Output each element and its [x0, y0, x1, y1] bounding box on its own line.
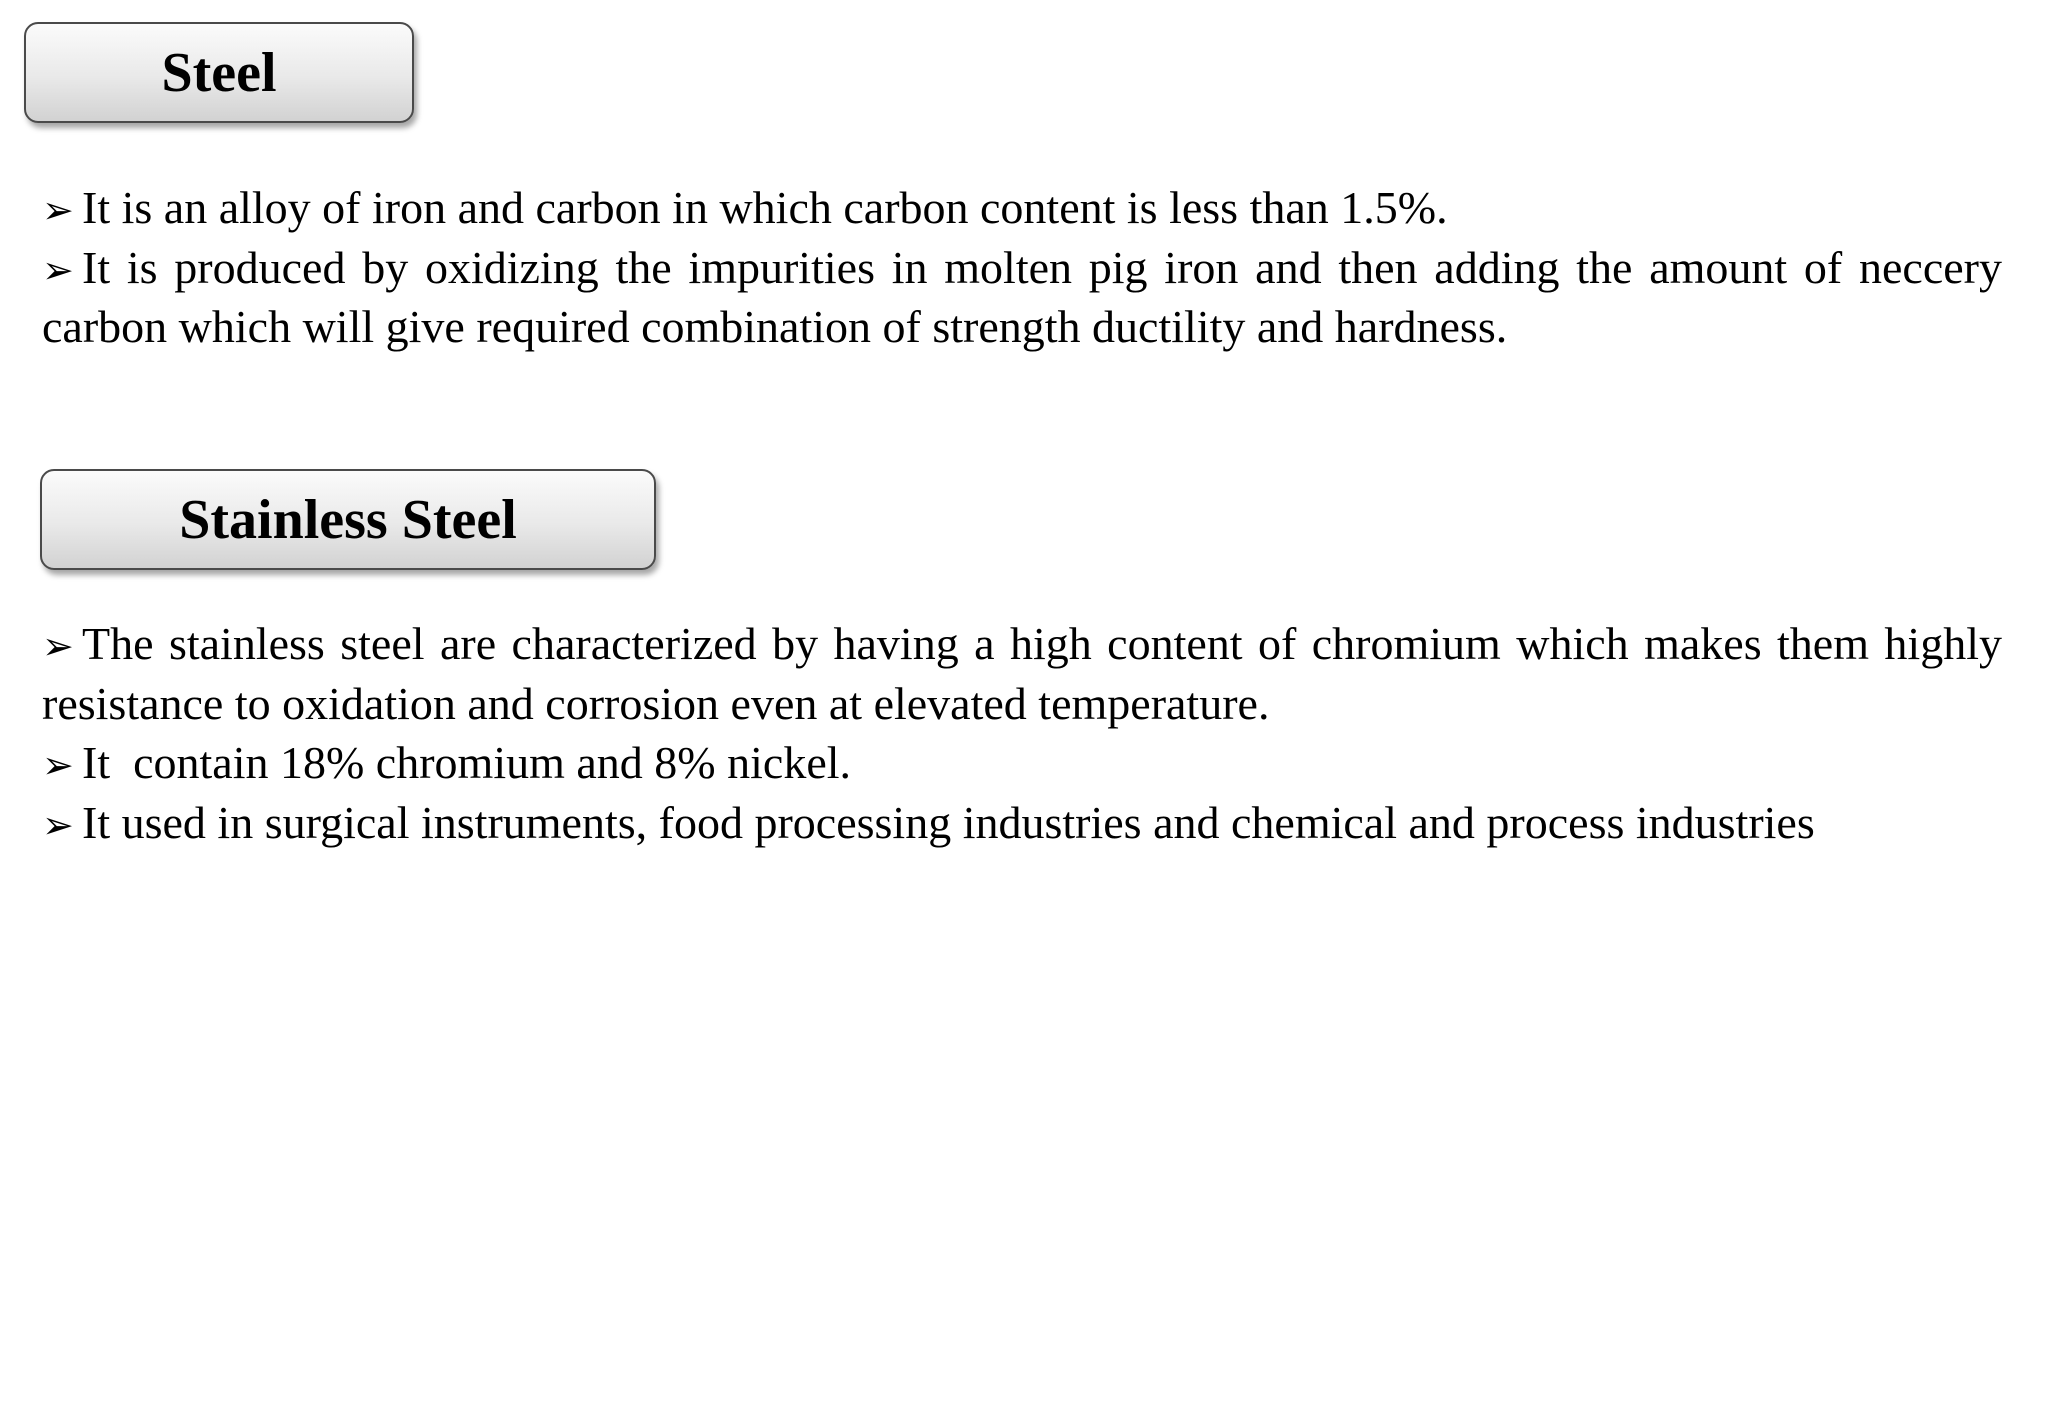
arrowhead-bullet-icon: ➢: [42, 802, 74, 847]
arrowhead-bullet-icon: ➢: [42, 743, 74, 787]
steel-text-block: [42, 178, 2002, 357]
bullet-item: [42, 614, 2002, 733]
bullet-text: It used in surgical instruments, food processing industries and chemical and process industries: [82, 796, 1815, 848]
arrowhead-bullet-icon: ➢: [42, 624, 74, 668]
bullet-item: [42, 238, 2002, 357]
steel-heading-title: Steel: [161, 41, 277, 104]
bullet-text: It contain 18% chromium and 8% nickel.: [82, 737, 852, 788]
bullet-item: [42, 178, 2002, 238]
bullet-text: The stainless steel are characterized by having a high content of chromium which makes them highly resistance to oxidation and corrosion even at elevated temperature.: [42, 618, 2002, 729]
arrowhead-bullet-icon: ➢: [42, 247, 74, 292]
arrowhead-bullet-icon: ➢: [42, 188, 74, 232]
stainless-steel-heading-title: Stainless Steel: [179, 488, 517, 551]
bullet-item: [42, 733, 2002, 793]
bullet-text: It is produced by oxidizing the impurities in molten pig iron and then adding the amount of neccery carbon which will give required combination of strength ductility and hardness.: [42, 241, 2002, 352]
stainless-steel-heading-box: [40, 469, 656, 570]
steel-heading-box: [24, 22, 414, 123]
bullet-text: It is an alloy of iron and carbon in which carbon content is less than 1.5%.: [82, 182, 1448, 233]
bullet-item: [42, 793, 2002, 853]
stainless-steel-text-block: [42, 614, 2002, 852]
